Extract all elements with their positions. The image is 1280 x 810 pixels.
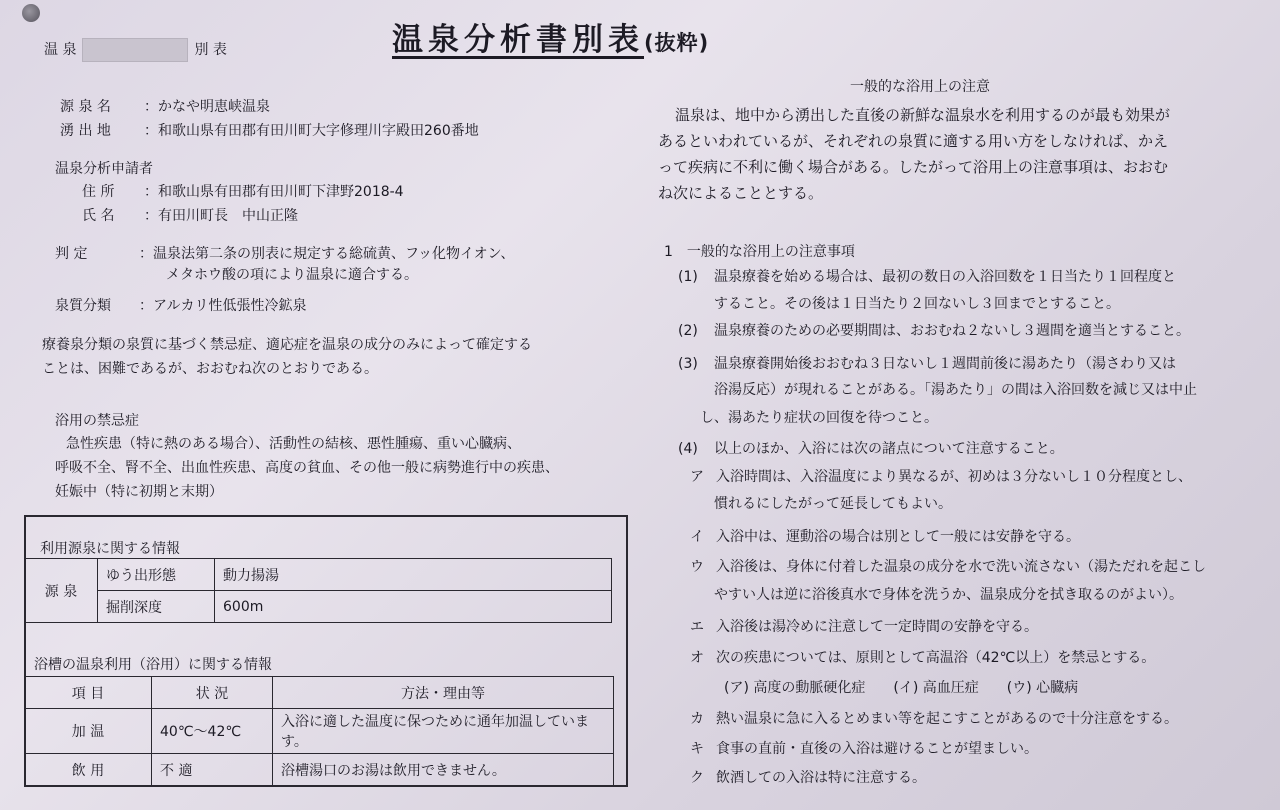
contraindications-line1: 急性疾患（特に熱のある場合）、活動性の結核、悪性腫瘍、重い心臓病、 [66, 436, 521, 452]
item-number: (2) [678, 323, 698, 339]
table-header: 方法・理由等 [273, 677, 614, 709]
page-title [392, 14, 709, 59]
sub-text: 入浴中は、運動浴の場合は別として一般には安静を守る。 [716, 529, 1080, 545]
table-cell: 加 温 [25, 709, 152, 754]
annex-label: 別 表 [194, 42, 227, 58]
applicant-heading: 温泉分析申請者 [55, 161, 153, 177]
mounting-screw [22, 4, 40, 22]
note-sub-ku [690, 767, 926, 787]
classification-label: 泉質分類 [55, 298, 111, 314]
table-cell: 動力揚湯 [215, 559, 612, 591]
applicant-address-value: 和歌山県有田郡有田川町下津野2018-4 [158, 184, 404, 200]
table-cell: 不 適 [152, 754, 273, 786]
section-number: 1 [664, 244, 673, 260]
note-item-4 [678, 438, 1064, 458]
judgment-label: 判 定 [55, 246, 88, 262]
sub-marker: ク [690, 770, 704, 786]
note-sub-a [690, 466, 1192, 486]
judgment-row: 判 定 ：温泉法第二条の別表に規定する総硫黄、フッ化物イオン、 [55, 243, 514, 263]
sub-text: 次の疾患については、原則として高温浴（42℃以上）を禁忌とする。 [716, 650, 1156, 666]
table-cell: ゆう出形態 [98, 559, 215, 591]
notes-intro-line: 温泉は、地中から湧出した直後の新鮮な温泉水を利用するのが最も効果が [675, 106, 1171, 124]
table-row [25, 677, 614, 709]
note-item-3 [678, 353, 1176, 373]
table-cell: 40℃～42℃ [152, 709, 273, 754]
source-name-value: かなや明恵峡温泉 [158, 99, 270, 115]
classification-value: アルカリ性低張性冷鉱泉 [153, 298, 307, 314]
sub-marker: オ [690, 650, 704, 666]
sub-text: 入浴後は、身体に付着した温泉の成分を水で洗い流さない（湯ただれを起こし [716, 559, 1206, 575]
note-sub-e [690, 616, 1038, 636]
table-row [25, 709, 614, 754]
source-name-label: 源 泉 名 [60, 99, 111, 115]
section-title: 一般的な浴用上の注意事項 [686, 244, 855, 260]
contraindications-line3: 妊娠中（特に初期と末期） [55, 484, 223, 500]
source-location-row: 湧 出 地 ：和歌山県有田郡有田川町大字修理川字殿田260番地 [60, 120, 479, 140]
item-text-continued: 浴湯反応）が現れることがある。「湯あたり」の間は入浴回数を減じ又は中止 [714, 382, 1197, 398]
sub-marker: ア [690, 469, 704, 485]
contraindications-line2: 呼吸不全、腎不全、出血性疾患、高度の貧血、その他一般に病勢進行中の疾患、 [55, 460, 559, 476]
source-location-value: 和歌山県有田郡有田川町大字修理川字殿田260番地 [158, 123, 479, 139]
title-sub: (抜粋) [644, 31, 710, 55]
item-text: 以上のほか、入浴には次の諸点について注意すること。 [714, 441, 1064, 457]
item-number: (4) [678, 441, 698, 457]
sub-text-continued: やすい人は逆に浴後真水で身体を洗うか、温泉成分を拭き取るのがよい）。 [714, 587, 1183, 603]
note-sub-ki [690, 738, 1038, 758]
sub-text: 入浴時間は、入浴温度により異なるが、初めは３分ないし１０分程度とし、 [716, 469, 1192, 485]
sub-marker: イ [690, 529, 704, 545]
item-text-continued: すること。その後は１日当たり２回ないし３回までとすること。 [714, 296, 1120, 312]
sub-marker: キ [690, 741, 704, 757]
usage-info-table [24, 676, 614, 786]
item-number: (3) [678, 356, 698, 372]
contraindications-heading: 浴用の禁忌症 [55, 413, 139, 429]
table-cell: 入浴に適した温度に保つために通年加温しています。 [273, 709, 614, 754]
spa-name-line [44, 38, 227, 62]
sub-text: 飲酒しての入浴は特に注意する。 [716, 770, 926, 786]
table-row [25, 559, 612, 591]
judgment-line2: メタホウ酸の項により温泉に適合する。 [166, 267, 418, 283]
applicant-name-label: 氏 名 [82, 208, 115, 224]
note-sub-i [690, 526, 1080, 546]
source-location-label: 湧 出 地 [60, 123, 111, 139]
sub-marker: カ [690, 711, 704, 727]
source-info-heading: 利用源泉に関する情報 [40, 541, 180, 557]
applicant-address-row: 住 所 ：和歌山県有田郡有田川町下津野2018-4 [82, 181, 404, 201]
sub-text: 入浴後は湯冷めに注意して一定時間の安静を守る。 [716, 619, 1038, 635]
table-row [25, 754, 614, 786]
table-cell: 600m [215, 591, 612, 623]
sub-text-continued: 慣れるにしたがって延長してもよい。 [714, 496, 952, 512]
item-text: 温泉療養のための必要期間は、おおむね２ないし３週間を適当とすること。 [714, 323, 1190, 339]
sub-marker: エ [690, 619, 704, 635]
sub-text: 熱い温泉に急に入るとめまい等を起こすことがあるので十分注意をする。 [716, 711, 1178, 727]
classification-row: 泉質分類 ：アルカリ性低張性冷鉱泉 [55, 295, 306, 315]
table-cell: 掘削深度 [98, 591, 215, 623]
item-number: (1) [678, 269, 698, 285]
table-header: 状 況 [152, 677, 273, 709]
disease-list: (ア) 高度の動脈硬化症 (イ) 高血圧症 (ウ) 心臓病 [724, 680, 1079, 696]
table-row [25, 591, 612, 623]
notes-intro-line: ね次によることとする。 [658, 184, 824, 202]
intro-line1: 療養泉分類の泉質に基づく禁忌症、適応症を温泉の成分のみによって確定する [42, 337, 532, 353]
note-item-2 [678, 320, 1190, 340]
spa-label: 温 泉 [44, 42, 77, 58]
judgment-line1: 温泉法第二条の別表に規定する総硫黄、フッ化物イオン、 [153, 246, 515, 262]
item-text: 温泉療養開始後おおむね３日ないし１週間前後に湯あたり（湯さわり又は [714, 356, 1176, 372]
applicant-name-row: 氏 名 ：有田川町長 中山正隆 [82, 205, 298, 225]
title-main: 温泉分析書別表 [392, 22, 644, 58]
sub-text: 食事の直前・直後の入浴は避けることが望ましい。 [716, 741, 1038, 757]
note-sub-ka [690, 708, 1178, 728]
intro-line2: ことは、困難であるが、おおむね次のとおりである。 [42, 361, 378, 377]
redacted-blank [82, 38, 188, 62]
note-sub-o [690, 647, 1155, 667]
notes-heading: 一般的な浴用上の注意 [850, 79, 990, 95]
source-info-table [24, 558, 612, 623]
item-text: 温泉療養を始める場合は、最初の数日の入浴回数を１日当たり１回程度と [714, 269, 1176, 285]
table-header: 項 目 [25, 677, 152, 709]
note-sub-u [690, 556, 1206, 576]
notes-intro-line: あるといわれているが、それぞれの泉質に適する用い方をしなければ、かえ [658, 132, 1169, 150]
notes-intro-line: って疾病に不利に働く場合がある。したがって浴用上の注意事項は、おおむ [658, 158, 1169, 176]
table-cell: 飲 用 [25, 754, 152, 786]
applicant-name-value: 有田川町長 中山正隆 [158, 208, 298, 224]
usage-info-heading: 浴槽の温泉利用（浴用）に関する情報 [34, 657, 272, 673]
sub-marker: ウ [690, 559, 704, 575]
source-name-row: 源 泉 名 ：かなや明恵峡温泉 [60, 96, 270, 116]
applicant-address-label: 住 所 [82, 184, 115, 200]
table-cell: 浴槽湯口のお湯は飲用できません。 [273, 754, 614, 786]
item-text-continued: し、湯あたり症状の回復を待つこと。 [700, 410, 938, 426]
source-group-label: 源 泉 [25, 559, 98, 623]
section-heading [664, 241, 855, 261]
note-item-1 [678, 266, 1176, 286]
